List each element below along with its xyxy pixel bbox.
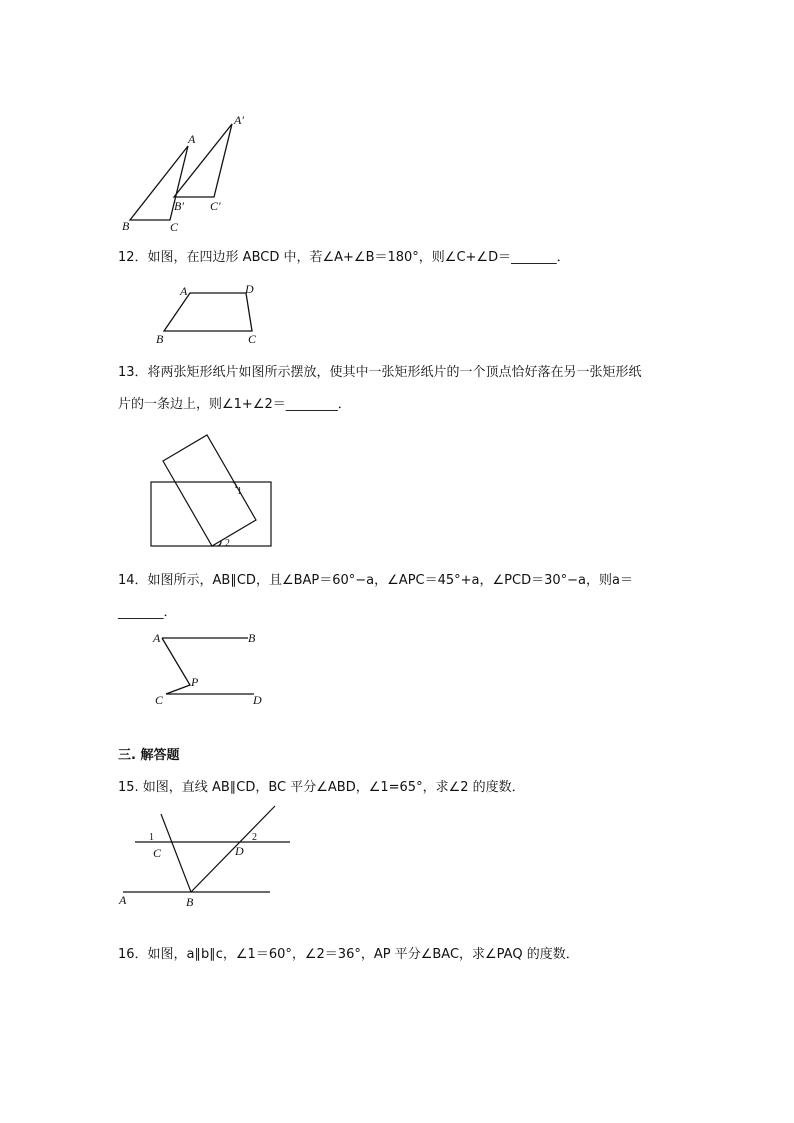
label-B: B: [186, 895, 194, 909]
label-B: B: [248, 631, 256, 645]
question-14-line2: _______．: [118, 605, 177, 620]
angle-label-1: 1: [237, 486, 242, 497]
label-D: D: [245, 282, 254, 296]
angle-arc-1: [233, 482, 236, 488]
question-14-line1: 14．如图所示，AB∥CD，且∠BAP＝60°−a，∠APC＝45°+a，∠PCD＝30°−a，则a＝: [118, 573, 633, 588]
question-13-line1: 13．将两张矩形纸片如图所示摆放，使其中一张矩形纸片的一个顶点恰好落在另一张矩形纸: [118, 365, 642, 380]
question-13-line2: 片的一条边上，则∠1+∠2＝________．: [118, 397, 351, 412]
label-B-prime: B′: [174, 199, 184, 213]
section-heading: 三. 解答题: [118, 748, 180, 763]
figure-parallel-ab-cd: [150, 628, 270, 710]
label-C-prime: C′: [210, 199, 221, 213]
label-B: B: [122, 219, 130, 233]
label-A: A: [153, 631, 161, 645]
label-P: P: [191, 675, 199, 689]
figure-bisector: [115, 800, 295, 912]
angle-label-2: 2: [252, 832, 257, 843]
question-12: 12．如图，在四边形 ABCD 中，若∠A+∠B＝180°，则∠C+∠D＝_______．: [118, 250, 570, 265]
quadrilateral-abcd: [164, 293, 252, 331]
label-A: A: [180, 284, 188, 298]
label-C: C: [248, 332, 257, 346]
label-C: C: [155, 693, 164, 707]
question-15: 15. 如图，直线 AB∥CD，BC 平分∠ABD，∠1=65°，求∠2 的度数．: [118, 780, 525, 795]
line-bd: [191, 806, 275, 892]
angle-label-2: 2: [225, 538, 230, 549]
label-C: C: [170, 220, 179, 234]
label-A-prime: A′: [234, 113, 244, 127]
label-A: A: [119, 893, 127, 907]
figure-quadrilateral-abcd: [150, 280, 270, 350]
rectangle-tilted: [163, 435, 256, 546]
question-16: 16．如图，a∥b∥c，∠1＝60°，∠2＝36°，AP 平分∠BAC，求∠PAQ 的度数．: [118, 947, 579, 962]
figure-two-rectangles: [145, 425, 280, 555]
path-apc: [162, 638, 190, 694]
angle-label-1: 1: [149, 832, 154, 843]
label-D: D: [253, 693, 262, 707]
triangle-a1b1c1: [174, 124, 232, 197]
label-C: C: [153, 846, 162, 860]
line-bc: [161, 814, 191, 892]
label-D: D: [235, 844, 244, 858]
label-A: A: [188, 132, 196, 146]
label-B: B: [156, 332, 164, 346]
figure-triangle-translation: [110, 110, 270, 235]
